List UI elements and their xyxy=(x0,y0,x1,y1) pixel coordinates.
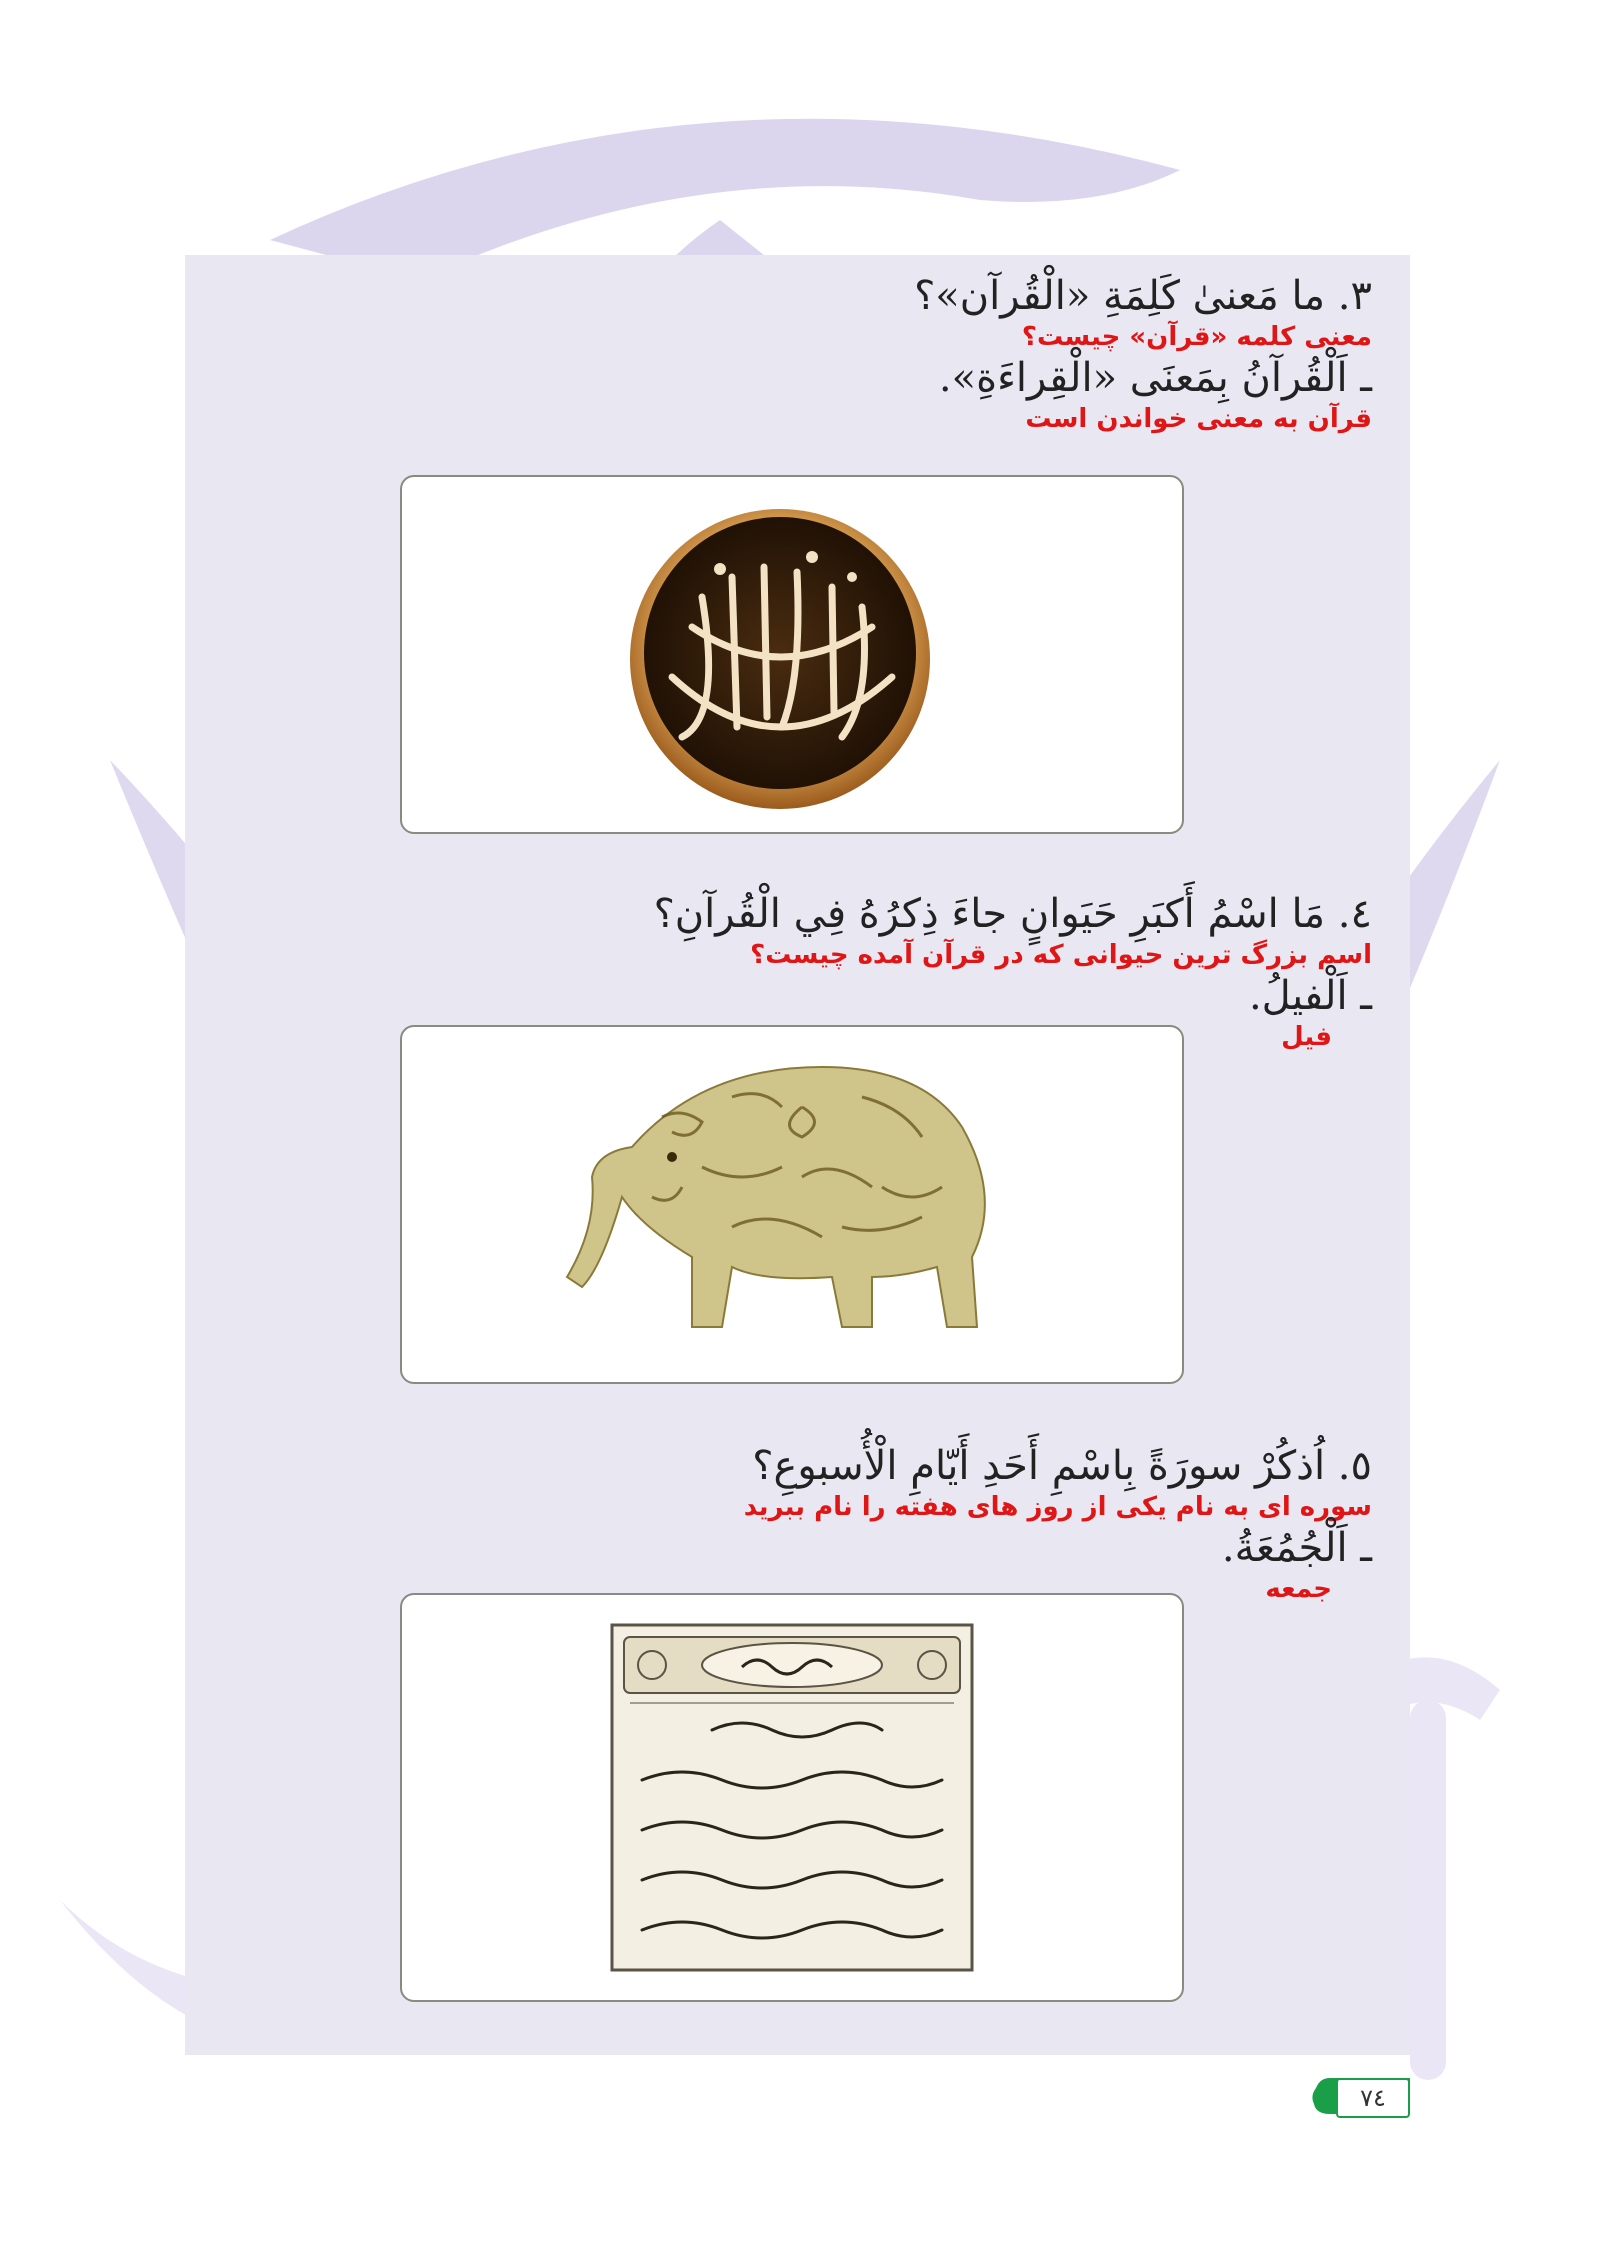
answer-3-persian: قرآن به معنی خواندن است xyxy=(1025,404,1372,434)
question-4-arabic: ٤. مَا اسْمُ أَكبَرِ حَيَوانٍ جاءَ ذِكرُهُ فِي الْقُرآنِ؟ xyxy=(653,891,1372,937)
image-card-1 xyxy=(400,475,1184,834)
question-5-arabic: ٥. اُذكُرْ سورَةً بِاسْمِ أَحَدِ أَيّامِ الْأُسبوعِ؟ xyxy=(752,1443,1372,1489)
image-card-3 xyxy=(400,1593,1184,2002)
question-5-persian: سوره ای به نام یکی از روز های هفته را نام ببرید xyxy=(743,1492,1372,1522)
answer-4-persian: فیل xyxy=(1281,1022,1332,1052)
question-4-persian: اسم بزرگ ترین حیوانی که در قرآن آمده چیست؟ xyxy=(750,940,1372,970)
answer-5-arabic: ـ اَلْجُمُعَةُ. xyxy=(1221,1525,1372,1571)
quran-calligraphy-medallion-image xyxy=(402,477,1182,832)
answer-3-arabic: ـ اَلْقُرآنُ بِمَعنَى «الْقِراءَةِ». xyxy=(938,355,1372,401)
image-card-2 xyxy=(400,1025,1184,1384)
question-5 xyxy=(744,1442,1372,1606)
elephant-calligraphy-image xyxy=(402,1027,1182,1382)
question-3-persian: معنی کلمه «قرآن» چیست؟ xyxy=(1021,322,1372,352)
surah-al-jumuah-page-image xyxy=(402,1595,1182,2000)
question-3 xyxy=(914,272,1372,436)
page-number: ٧٤ xyxy=(1336,2078,1410,2118)
answer-4-arabic: ـ اَلْفيلُ. xyxy=(1248,973,1372,1019)
answer-5-persian: جمعه xyxy=(1265,1574,1332,1604)
question-3-arabic: ٣. ما مَعنیٰ كَلِمَةِ «الْقُرآن»؟ xyxy=(914,273,1372,319)
